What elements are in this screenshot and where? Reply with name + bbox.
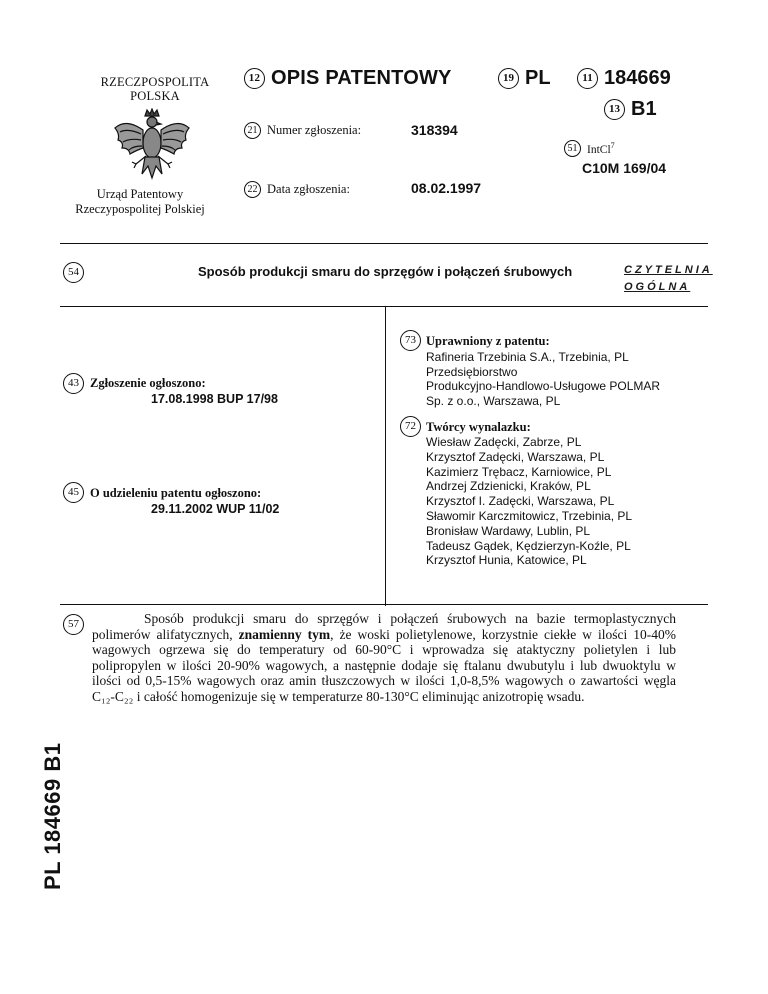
title-divider [60, 306, 708, 307]
side-patent-label: PL 184669 B1 [40, 742, 65, 890]
ipc-value: C10M 169/04 [582, 160, 667, 176]
stamp-line-1: CZYTELNIA [624, 264, 713, 276]
inid-code-12: 12 [244, 68, 265, 89]
header-divider [60, 243, 708, 244]
inventor-line: Kazimierz Trębacz, Karniowice, PL [426, 464, 612, 479]
library-stamp [624, 262, 713, 296]
abstract-part-1: Sposób produkcji smaru do sprzęgów i połączeń śrubowych na bazie termoplastycznych polimerów alifatycznych, [92, 611, 676, 642]
abstract-text [92, 611, 676, 705]
patent-office-name [60, 187, 220, 217]
inid-code-43: 43 [63, 373, 84, 394]
inid-code-13: 13 [604, 99, 625, 120]
country-code-text: PL [525, 67, 551, 89]
kind-code-text: B1 [631, 98, 657, 120]
inventor-line: Krzysztof I. Zadęcki, Warszawa, PL [426, 494, 615, 509]
inventors-list [426, 435, 632, 568]
inid-code-21: 21 [244, 122, 261, 139]
proprietor-label: Uprawniony z patentu: [426, 334, 550, 348]
inid-code-54: 54 [63, 262, 84, 283]
proprietor-list [426, 350, 660, 408]
country-line-1: RZECZPOSPOLITA [100, 75, 210, 89]
inid-code-57: 57 [63, 614, 84, 635]
application-date-label [244, 181, 350, 198]
grant-label: O udzieleniu patentu ogłoszono: [90, 486, 262, 500]
patent-number [577, 67, 671, 90]
ipc-label-text: IntCl [587, 143, 611, 156]
abstract-part-2: , że woski polietylenowe, korzystnie ciekłe w ilości 10-40% wagowych ogrzewa się do temperatury od 60-90°C i wprowadza się ataktyczny polietylen i lub polipropylen w ilości 20-90% wagowych, a następnie dodaje się ftalanu dwubutylu i lub dwuoktylu w ilości od 0,5-15% wagowych oraz amin tłuszczowych w ilości 1,0-8,5% wagowych o zawartości węgla C₁₂-C₂₂ i całość homogenizuje się w temperaturze 80-130°C eliminując anizotropię wsadu. [92, 626, 677, 704]
office-line-2: Rzeczypospolitej Polskiej [75, 202, 205, 216]
abstract-emphasis: znamienny tym [238, 626, 331, 642]
inventors-label: Twórcy wynalazku: [426, 420, 531, 434]
proprietor-line: Sp. z o.o., Warszawa, PL [426, 393, 561, 408]
stamp-line-2: OGÓLNA [624, 281, 691, 293]
inventor-line: Tadeusz Gądek, Kędzierzyn-Koźle, PL [426, 538, 631, 553]
patent-number-text: 184669 [604, 67, 671, 89]
application-date-label-text: Data zgłoszenia: [267, 182, 350, 196]
document-type [244, 67, 452, 90]
inid-code-19: 19 [498, 68, 519, 89]
inid-code-22: 22 [244, 181, 261, 198]
column-divider [385, 306, 386, 606]
application-number-label [244, 122, 361, 139]
country-name [95, 75, 215, 103]
country-code [498, 67, 551, 90]
office-line-1: Urząd Patentowy [96, 187, 184, 201]
inid-code-72: 72 [400, 416, 421, 437]
publication-label: Zgłoszenie ogłoszono: [90, 376, 206, 390]
inid-code-11: 11 [577, 68, 598, 89]
ipc-label [564, 140, 615, 157]
inventor-line: Krzysztof Zadęcki, Warszawa, PL [426, 449, 605, 464]
publication-value: 17.08.1998 BUP 17/98 [151, 392, 278, 406]
proprietor-line: Rafineria Trzebinia S.A., Trzebinia, PL [426, 350, 629, 364]
inventor-line: Sławomir Karczmitowicz, Trzebinia, PL [426, 508, 633, 523]
inventor-line: Andrzej Zdzienicki, Kraków, PL [426, 479, 591, 494]
application-number-label-text: Numer zgłoszenia: [267, 123, 362, 137]
application-number: 318394 [411, 122, 458, 138]
inid-code-73: 73 [400, 330, 421, 351]
inventor-line: Krzysztof Hunia, Katowice, PL [426, 553, 587, 568]
invention-title: Sposób produkcji smaru do sprzęgów i połączeń śrubowych [198, 264, 573, 279]
country-line-2: POLSKA [130, 89, 180, 103]
inventor-line: Wiesław Zadęcki, Zabrze, PL [426, 435, 582, 449]
proprietor-line: Produkcyjno-Handlowo-Usługowe POLMAR [426, 379, 661, 393]
inid-code-51: 51 [564, 140, 581, 157]
application-date: 08.02.1997 [411, 180, 482, 196]
inid-code-45: 45 [63, 482, 84, 503]
ipc-label-sup: 7 [610, 141, 615, 151]
grant-value: 29.11.2002 WUP 11/02 [151, 502, 280, 516]
kind-code [604, 98, 657, 121]
proprietor-line: Przedsiębiorstwo [426, 364, 518, 379]
inventor-line: Bronisław Wardawy, Lublin, PL [426, 523, 591, 538]
body-divider [60, 604, 708, 605]
document-type-text: OPIS PATENTOWY [271, 67, 452, 89]
eagle-emblem-icon [112, 108, 192, 184]
